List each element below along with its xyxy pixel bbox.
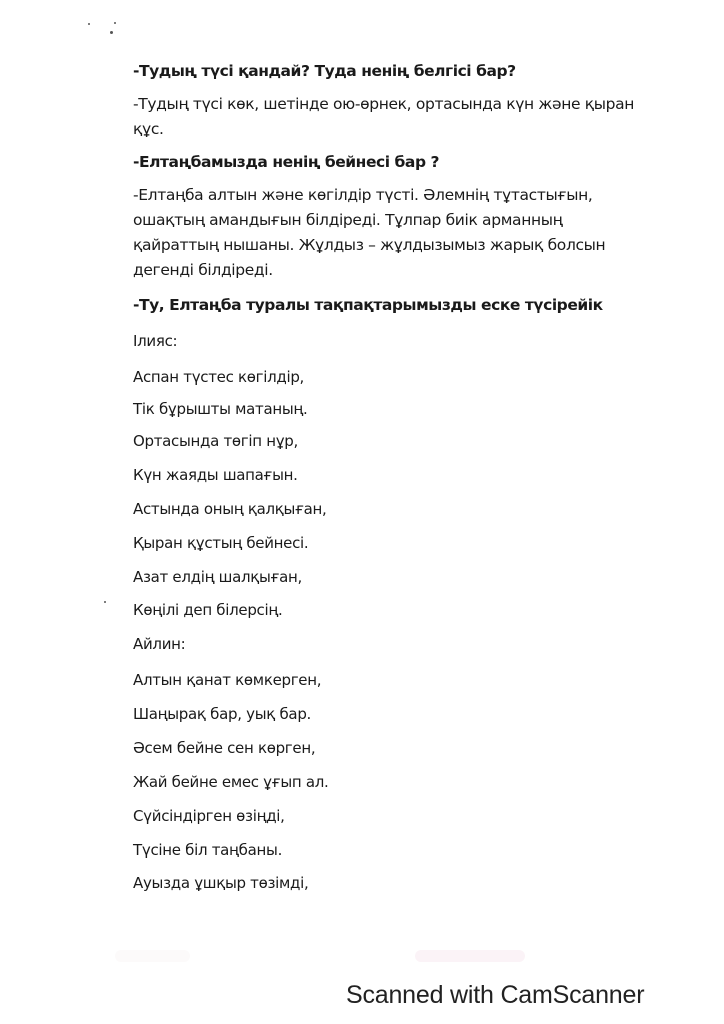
poem-line: Ортасында төгіп нұр, [133,432,298,450]
poem-author: Ілияс: [133,332,178,350]
poem-line: Жай бейне емес ұғып ал. [133,773,329,791]
question-flag-color: -Тудың түсі қандай? Туда ненің белгісі бар? [133,62,516,80]
answer-line: ошақтың амандығын білдіреді. Тұлпар биік арманның [133,211,563,229]
poem-line: Шаңырақ бар, уық бар. [133,705,312,723]
poem-line: Әсем бейне сен көрген, [133,739,316,757]
poem-line: Тік бұрышты матаның. [133,400,308,418]
scan-speck [110,31,113,34]
scan-smudge [115,950,190,962]
scan-speck [104,601,106,603]
scan-speck [114,22,116,24]
camscanner-watermark: Scanned with CamScanner [346,981,645,1009]
poem-line: Астында оның қалқыған, [133,500,327,518]
answer-line: -Тудың түсі көк, шетінде ою-өрнек, ортасында күн және қыран [133,95,635,113]
answer-line: құс. [133,120,164,138]
poem-line: Қыран құстың бейнесі. [133,534,309,552]
poem-line: Ауызда ұшқыр төзімді, [133,874,309,892]
scan-speck [88,23,90,25]
answer-line: дегенді білдіреді. [133,261,273,279]
poem-line: Түсіне біл таңбаны. [133,841,283,859]
answer-line: -Елтаңба алтын және көгілдір түсті. Әлемнің тұтастығын, [133,186,593,204]
poem-line: Күн жаяды шапағын. [133,466,298,484]
poem-author: Айлин: [133,635,186,653]
poem-line: Аспан түстес көгілдір, [133,368,305,386]
poem-line: Көңілі деп білерсің. [133,601,283,619]
poems-heading: -Ту, Елтаңба туралы тақпақтарымызды еске түсірейік [133,296,603,314]
answer-line: қайраттың нышаны. Жұлдыз – жұлдызымыз жарық болсын [133,236,606,254]
poem-line: Азат елдің шалқыған, [133,568,302,586]
question-emblem-image: -Елтаңбамызда ненің бейнесі бар ? [133,153,440,171]
poem-line: Сүйсіндірген өзіңді, [133,807,285,825]
poem-line: Алтын қанат көмкерген, [133,671,322,689]
scan-smudge [415,950,525,962]
